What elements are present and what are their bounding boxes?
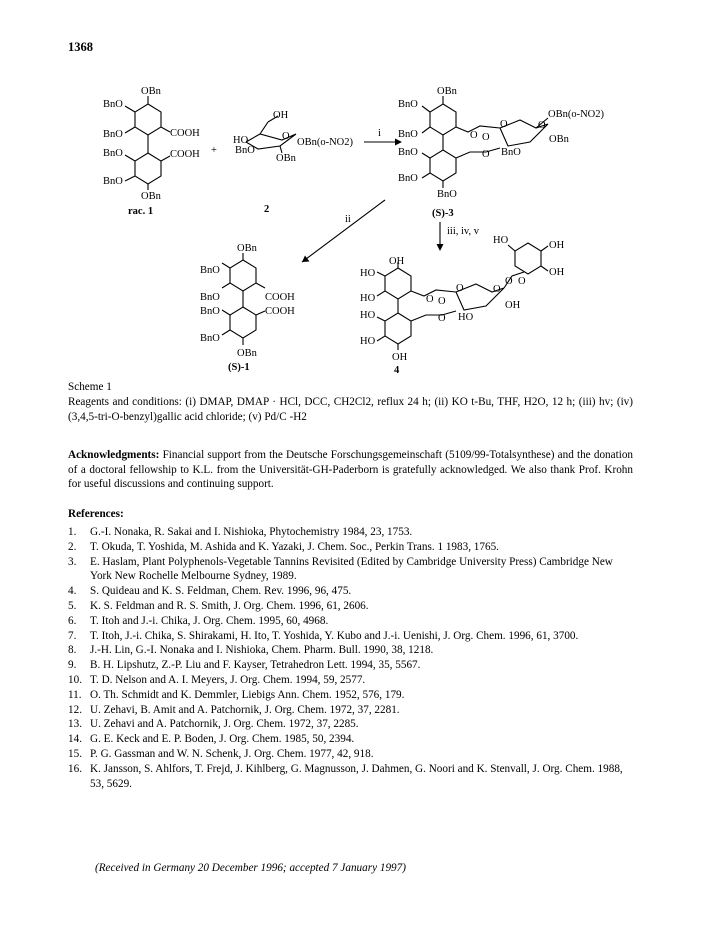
reference-item <box>68 584 633 599</box>
group-anomeric: OBn(o-NO2) <box>548 109 604 120</box>
reference-number: 1. <box>68 526 77 538</box>
group-ho: HO <box>360 336 376 347</box>
ester-oxygen: O <box>482 149 490 160</box>
reference-number: 9. <box>68 659 77 672</box>
group-bno: BnO <box>398 129 418 140</box>
ester-oxygen: O <box>500 119 508 130</box>
ester-link-lower <box>456 148 500 158</box>
galloyl-ho: HO <box>493 235 509 246</box>
lower-arene-ring <box>430 150 456 181</box>
arrow-label: iii, iv, v <box>447 226 479 237</box>
ester-link-upper <box>456 126 500 132</box>
arrow-i <box>364 128 402 146</box>
group-oh-bottom: OH <box>392 352 408 363</box>
group-bno-bottom: BnO <box>437 189 457 200</box>
upper-arene-ring <box>135 104 161 135</box>
reference-text: T. Itoh, J.-i. Chika, S. Shirakami, H. Ito, T. Yoshida, Y. Kubo and J.-i. Uenishi, J. Org. Chem. 1996, 61, 3700. <box>90 629 579 642</box>
plus-sign: + <box>211 145 217 156</box>
arrow-iii-iv-v <box>437 222 480 251</box>
reagents-and-conditions: Reagents and conditions: (i) DMAP, DMAP · HCl, DCC, CH2Cl2, reflux 24 h; (ii) KO t-Bu, THF, H2O, 12 h; (iii) hv; (iv) (3,4,5-tri-O-benzyl)gallic acid chloride; (v) Pd/C -H2 <box>68 396 633 423</box>
group-oh: OH <box>273 110 289 121</box>
ester-oxygen: O <box>438 313 446 324</box>
reference-item <box>68 688 633 703</box>
reference-item <box>68 732 633 747</box>
compound-s-3 <box>398 86 604 219</box>
group-obn-bottom: OBn <box>237 348 257 359</box>
carbonyl-oxygen: O <box>518 276 526 287</box>
reference-item <box>68 525 633 540</box>
ring-oxygen: O <box>538 120 546 131</box>
group-bno: BnO <box>398 173 418 184</box>
reference-text: J.-H. Lin, G.-I. Nonaka and I. Nishioka, Chem. Pharm. Bull. 1990, 38, 1218. <box>90 644 434 657</box>
reference-text: U. Zehavi, B. Amit and A. Patchornik, J. Org. Chem. 1972, 37, 2281. <box>90 703 400 716</box>
reference-text: O. Th. Schmidt and K. Demmler, Liebigs Ann. Chem. 1952, 576, 179. <box>90 688 405 701</box>
group-bno: BnO <box>398 147 418 158</box>
group-cooh: COOH <box>170 149 200 160</box>
group-bno: BnO <box>200 306 220 317</box>
group-obn: OBn <box>276 153 296 164</box>
upper-arene-ring <box>230 260 256 291</box>
reference-text: K. Jansson, S. Ahlfors, T. Frejd, J. Kihlberg, G. Magnusson, J. Dahmen, G. Noori and K. Stenvall, J. Org. Chem. 1988, 53, 5629. <box>90 762 623 790</box>
group-bno: BnO <box>398 99 418 110</box>
galloyl-ring <box>515 243 541 274</box>
reference-item <box>68 673 633 688</box>
reference-number: 7. <box>68 629 77 642</box>
group-oh-top: OH <box>389 256 405 267</box>
reference-text: S. Quideau and K. S. Feldman, Chem. Rev. 1996, 96, 475. <box>90 585 352 598</box>
galloyl-oh: OH <box>549 240 565 251</box>
references-heading: References: <box>68 508 124 520</box>
reaction-scheme <box>0 0 701 380</box>
carbonyl-oxygen: O <box>470 130 478 141</box>
lower-arene-ring <box>230 307 256 338</box>
group-obn-top: OBn <box>141 86 161 97</box>
group-bno: BnO <box>200 265 220 276</box>
group-obn-top: OBn <box>437 86 457 97</box>
group-oh: OH <box>505 300 521 311</box>
carbonyl-oxygen: O <box>482 132 490 143</box>
reference-number: 15. <box>68 747 82 760</box>
lower-arene-ring <box>385 313 411 344</box>
scheme-caption: Scheme 1 <box>68 381 112 393</box>
acknowledgments <box>68 448 633 492</box>
reference-number: 2. <box>68 540 77 553</box>
group-bno: BnO <box>200 333 220 344</box>
group-bno: BnO <box>235 145 255 156</box>
reference-text: K. S. Feldman and R. S. Smith, J. Org. Chem. 1996, 61, 2606. <box>90 599 369 612</box>
reference-number: 11. <box>68 688 82 701</box>
reference-item <box>68 614 633 629</box>
ester-link-lower <box>411 311 456 321</box>
arrow-label: ii <box>345 214 351 225</box>
group-bno: BnO <box>103 129 123 140</box>
ring-oxygen: O <box>493 284 501 295</box>
reference-item <box>68 540 633 555</box>
reference-text: G. E. Keck and E. P. Boden, J. Org. Chem. 1985, 50, 2394. <box>90 733 355 746</box>
reference-item <box>68 643 633 658</box>
reference-item <box>68 747 633 762</box>
compound-label: (S)-1 <box>228 362 250 373</box>
reference-number: 8. <box>68 644 77 657</box>
reference-text: T. Itoh and J.-i. Chika, J. Org. Chem. 1995, 60, 4968. <box>90 614 329 627</box>
group-bno: BnO <box>200 292 220 303</box>
compound-4 <box>360 235 565 376</box>
group-obn: OBn <box>549 134 569 145</box>
reference-number: 3. <box>68 555 77 568</box>
reference-text: T. Okuda, T. Yoshida, M. Ashida and K. Yazaki, J. Chem. Soc., Perkin Trans. 1 1983, 1765. <box>90 540 499 553</box>
references-list <box>68 525 633 791</box>
reference-text: T. D. Nelson and A. I. Meyers, J. Org. Chem. 1994, 59, 2577. <box>90 673 366 686</box>
compound-label: 4 <box>394 365 400 376</box>
ester-oxygen: O <box>456 283 464 294</box>
reference-item <box>68 762 633 792</box>
group-obn-bottom: OBn <box>141 191 161 202</box>
compound-s-1 <box>200 243 295 373</box>
acknowledgments-heading: Acknowledgments: <box>68 449 160 461</box>
ester-oxygen: O <box>505 276 513 287</box>
group-cooh: COOH <box>265 306 295 317</box>
reference-text: G.-I. Nonaka, R. Sakai and I. Nishioka, Phytochemistry 1984, 23, 1753. <box>90 526 413 538</box>
reference-text: B. H. Lipshutz, Z.-P. Liu and F. Kayser, Tetrahedron Lett. 1994, 35, 5567. <box>90 659 421 672</box>
reference-number: 5. <box>68 599 77 612</box>
reference-number: 4. <box>68 585 77 598</box>
reference-text: U. Zehavi and A. Patchornik, J. Org. Chem. 1972, 37, 2285. <box>90 718 359 731</box>
compound-label: 2 <box>264 204 270 215</box>
reference-number: 6. <box>68 614 77 627</box>
reference-number: 16. <box>68 762 82 775</box>
group-ho: HO <box>360 310 376 321</box>
arrow-label: i <box>378 128 381 139</box>
group-bno: BnO <box>103 176 123 187</box>
carbonyl-oxygen: O <box>426 294 434 305</box>
group-bno-inner: BnO <box>501 147 521 158</box>
reference-number: 10. <box>68 673 82 686</box>
reference-item <box>68 629 633 644</box>
carbonyl-oxygen: O <box>438 296 446 307</box>
reference-item <box>68 555 633 585</box>
upper-arene-ring <box>385 268 411 299</box>
received-dates: (Received in Germany 20 December 1996; accepted 7 January 1997) <box>95 862 406 874</box>
compound-rac-1 <box>103 86 200 217</box>
arrow-ii <box>302 200 385 262</box>
compound-label: (S)-3 <box>432 208 454 219</box>
group-anomeric: OBn(o-NO2) <box>297 137 353 148</box>
reference-text: P. G. Gassman and W. N. Schenk, J. Org. Chem. 1977, 42, 918. <box>90 747 374 760</box>
compound-label: rac. 1 <box>128 206 154 217</box>
group-ho: HO <box>360 293 376 304</box>
ring-oxygen: O <box>282 131 290 142</box>
reference-text: E. Haslam, Plant Polyphenols-Vegetable Tannins Revisited (Edited by Cambridge University Press) Cambridge New York New Rochelle Melbourne Sydney, 1989. <box>90 555 613 583</box>
reference-number: 14. <box>68 733 82 746</box>
group-bno: BnO <box>103 148 123 159</box>
reference-number: 13. <box>68 718 82 731</box>
reference-number: 12. <box>68 703 82 716</box>
group-ho-inner: HO <box>458 312 474 323</box>
reference-item <box>68 703 633 718</box>
reference-item <box>68 599 633 614</box>
group-bno: BnO <box>103 99 123 110</box>
group-cooh: COOH <box>265 292 295 303</box>
lower-arene-ring <box>135 153 161 184</box>
group-cooh: COOH <box>170 128 200 139</box>
galloyl-oh: OH <box>549 267 565 278</box>
group-obn-top: OBn <box>237 243 257 254</box>
group-ho: HO <box>233 135 249 146</box>
reference-item <box>68 658 633 673</box>
page-number: 1368 <box>68 40 93 54</box>
reference-item <box>68 717 633 732</box>
upper-arene-ring <box>430 104 456 135</box>
acknowledgments-text: Financial support from the Deutsche Forschungsgemeinschaft (5109/99-Totalsynthese) and the donation of a doctoral fellowship to K.L. from the Universität-GH-Paderborn is gratefully acknowledged. We also thank Prof. Krohn for useful discussions and continuing support. <box>68 449 634 491</box>
compound-2 <box>233 110 353 215</box>
group-ho: HO <box>360 268 376 279</box>
